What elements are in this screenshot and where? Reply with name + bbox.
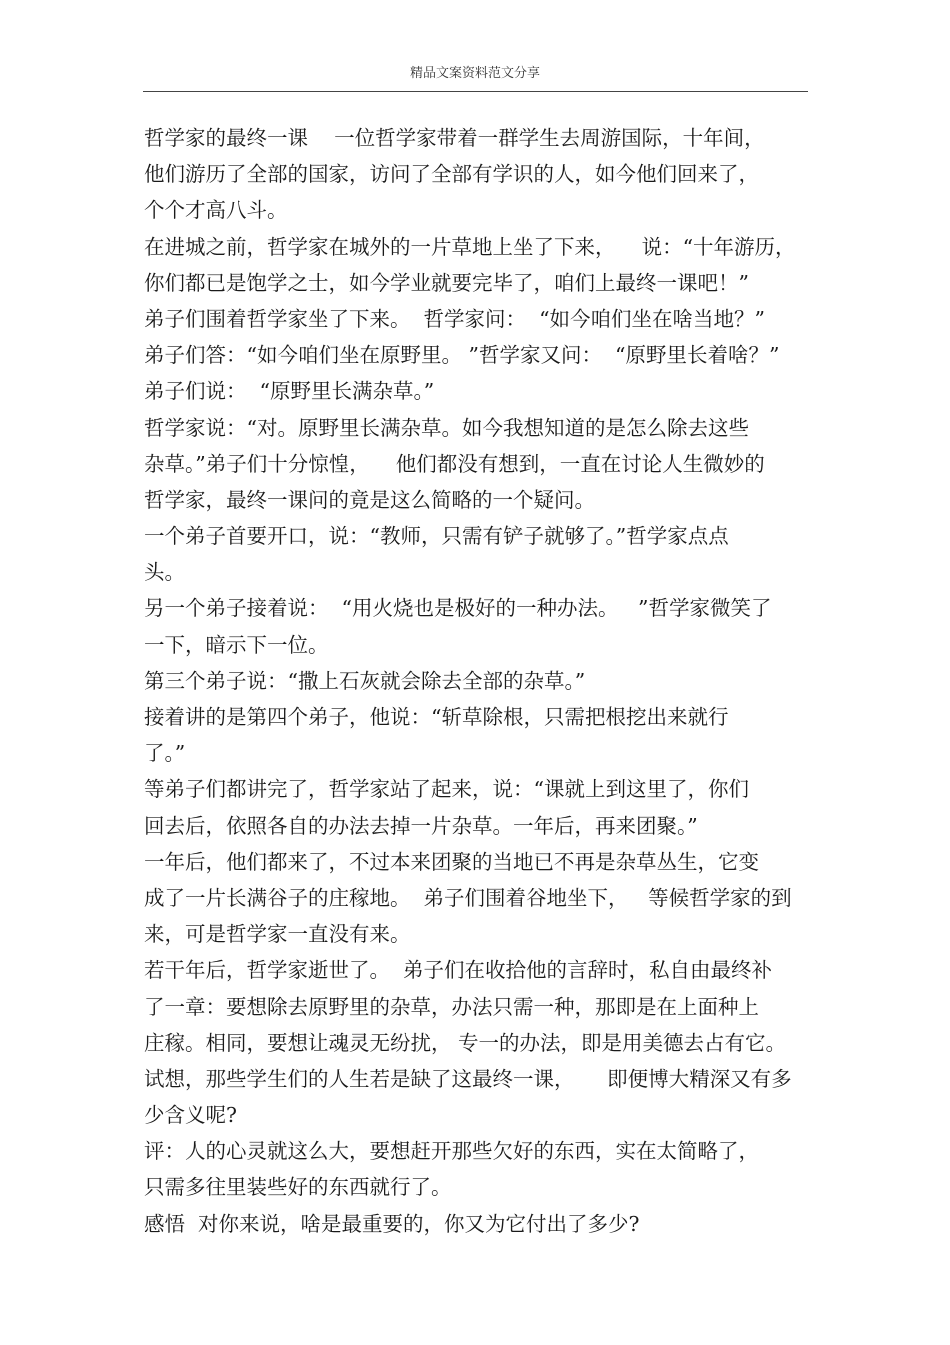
text-line: 第三个弟子说：“撒上石灰就会除去全部的杂草。”: [144, 668, 586, 693]
text-line: 弟子们围着哲学家坐了下来。 哲学家问： “如今咱们坐在啥当地？”: [144, 306, 766, 331]
text-line: 一下，暗示下一位。: [144, 632, 329, 657]
text-line: 哲学家，最终一课问的竟是这么简略的一个疑问。: [144, 487, 595, 512]
text-line: 另一个弟子接着说： “用火烧也是极好的一种办法。 ”哲学家微笑了: [144, 596, 772, 621]
text-line: 了。”: [144, 741, 186, 766]
text-line: 接着讲的是第四个弟子，他说：“斩草除根，只需把根挖出来就行: [144, 705, 729, 729]
text-line: 了一章：要想除去原野里的杂草，办法只需一种，那即是在上面种上: [144, 994, 759, 1019]
text-line: 庄稼。相同，要想让魂灵无纷扰， 专一的办法，即是用美德去占有它。: [144, 1030, 787, 1055]
text-line: 来，可是哲学家一直没有来。: [144, 922, 411, 947]
text-line: 只需多往里装些好的东西就行了。: [144, 1175, 452, 1200]
text-line: 评：人的心灵就这么大，要想赶开那些欠好的东西，实在太简略了，: [144, 1139, 759, 1164]
text-line: 弟子们说： “原野里长满杂草。”: [144, 379, 435, 404]
text-line: 少含义呢?: [144, 1103, 237, 1128]
text-line: 感悟 对你来说，啥是最重要的，你又为它付出了多少?: [144, 1211, 640, 1236]
text-line: 一年后，他们都来了，不过本来团聚的当地已不再是杂草丛生，它变: [144, 849, 759, 874]
text-line: 哲学家的最终一课 一位哲学家带着一群学生去周游国际，十年间，: [144, 126, 765, 150]
text-line: 弟子们答：“如今咱们坐在原野里。 ”哲学家又问： “原野里长着啥？”: [144, 343, 780, 368]
text-line: 在进城之前，哲学家在城外的一片草地上坐了下来， 说：“十年游历，: [144, 234, 796, 259]
text-line: 个个才高八斗。: [144, 198, 288, 223]
text-line: 回去后，依照各自的办法去掉一片杂草。一年后，再来团聚。”: [144, 813, 698, 838]
text-line: 你们都已是饱学之士，如今学业就要完毕了，咱们上最终一课吧！”: [144, 270, 749, 295]
text-line: 一个弟子首要开口，说：“教师，只需有铲子就够了。”哲学家点点: [144, 524, 729, 549]
text-line: 杂草。”弟子们十分惊惶， 他们都没有想到，一直在讨论人生微妙的: [144, 451, 765, 476]
header-divider: [143, 91, 808, 92]
text-line: 成了一片长满谷子的庄稼地。 弟子们围着谷地坐下， 等候哲学家的到: [144, 885, 792, 910]
text-line: 哲学家说：“对。原野里长满杂草。如今我想知道的是怎么除去这些: [144, 415, 749, 440]
article-body: [144, 120, 824, 1242]
text-line: 等弟子们都讲完了，哲学家站了起来，说：“课就上到这里了，你们: [144, 777, 749, 802]
text-line: 若干年后，哲学家逝世了。 弟子们在收拾他的言辞时，私自由最终补: [144, 958, 773, 983]
text-line: 他们游历了全部的国家，访问了全部有学识的人，如今他们回来了，: [144, 162, 759, 187]
text-line: 试想，那些学生们的人生若是缺了这最终一课， 即便博大精深又有多: [144, 1066, 792, 1091]
text-line: 头。: [144, 560, 185, 585]
page-header-title: 精品文案资料范文分享: [409, 66, 540, 81]
